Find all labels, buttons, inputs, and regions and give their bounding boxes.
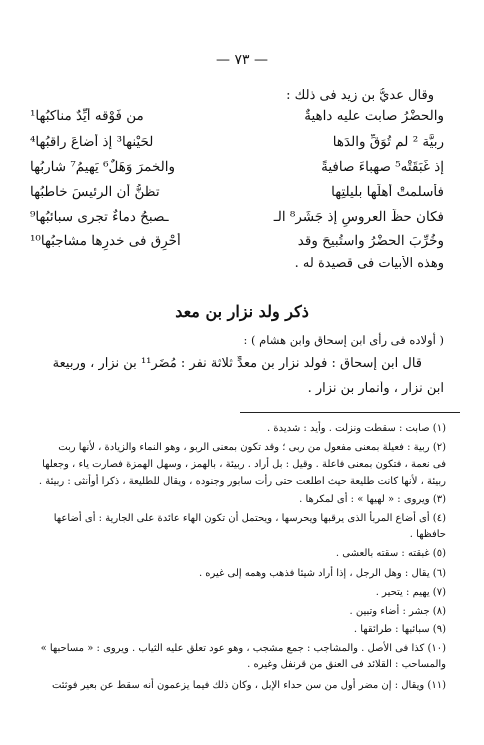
footnote-line: ربيئة ، لأنها كانت طليعة حيث اطلعت حتى رأت سابور وجنوده ، ويقال للطليعة ، ذكرا أوأنثى : ربيئة . bbox=[38, 476, 446, 487]
verse-first-hemistich: فكان حظَّ العروسِ إذ جَشَر⁸ الـ bbox=[273, 209, 444, 225]
page-number: — ٧٣ — bbox=[216, 52, 268, 68]
verse-line bbox=[30, 108, 444, 130]
verse-first-hemistich: وخُرِّبَ الحضْرُ واستُبيحَ وقد bbox=[297, 233, 444, 249]
footnote-line: (٣) ويروى : « لهيها » : أى لمكرها . bbox=[299, 494, 446, 505]
body-line: ابن نزار ، وأنمار بن نزار . bbox=[307, 381, 444, 396]
verse-line bbox=[30, 134, 444, 156]
verse-first-hemistich: والحضْرُ صابت عليه داهيةٌ bbox=[304, 108, 444, 124]
after-verses-line: وهذه الأبيات فى قصيدة له . bbox=[294, 256, 444, 271]
footnote-line: فى نعمة ، فتكون بمعنى فاعلة . وقيل : بل أراد . ربيئة ، بالهمز ، وسهل الهمزة فصارت ياء ، وجعلها bbox=[42, 459, 446, 470]
footnote-line: (١٠) كذا فى الأصل . والمشاجب : جمع مشجب ، وهو عود تعلق عليه الثياب . ويروى : « مساحبها » bbox=[40, 643, 446, 654]
verse-line bbox=[30, 233, 444, 255]
section-heading: ذكر ولد نزار بن معد bbox=[175, 302, 309, 321]
section-subheading: ( أولاده فى رأى ابن إسحاق وابن هشام ) : bbox=[243, 333, 444, 347]
verse-second-hemistich: أُحْرِق فى خدرِها مشاجبُها¹⁰ bbox=[30, 233, 181, 249]
footnote-line: (١) صابت : سقطت ونزلت . وأيد : شديدة . bbox=[266, 423, 446, 434]
footnote-line: حافظها . bbox=[409, 529, 446, 540]
verse-first-hemistich: إذ غَبَقَتْه⁵ صهباءَ صافيةً bbox=[321, 159, 444, 175]
verse-second-hemistich: لحَيْنها³ إذ أضاعَ راقبُها⁴ bbox=[30, 134, 154, 150]
verse-first-hemistich: فأسلمتْ أهلَها بليلتِها bbox=[331, 184, 444, 200]
verse-first-hemistich: ربيَّة ² لم تُوَقِّ والدَها bbox=[332, 134, 444, 150]
footnote-line: (٨) جشر : أضاء وتبين . bbox=[349, 606, 446, 617]
footnote-line: (٤) أى أضاع المربأ الذى يرقبها ويحرسها ، ويحتمل أن تكون الهاء عائدة على الجارية : أى أضاعها bbox=[53, 513, 446, 524]
footnote-line: (٢) ربية : فعيلة بمعنى مفعول من ربى ؛ وقد تكون بمعنى الربو ، وهو النماء والزيادة ، لأنها ربت bbox=[58, 442, 446, 453]
verse-line bbox=[30, 159, 444, 181]
footnote-line: (١١) ويقال : إن مضر أول من سن حداء الإبل ، وكان ذلك فيما يزعمون أنه سقط عن بعير فوثئت bbox=[51, 680, 446, 691]
footnote-separator bbox=[240, 412, 460, 413]
verse-second-hemistich: من فَوْقه أيِّدٌ مناكبُها¹ bbox=[30, 108, 144, 124]
verse-line bbox=[30, 209, 444, 231]
footnote-line: (٩) سبائبها : طرائقها . bbox=[353, 624, 446, 635]
intro-line: وقال عديُّ بن زيد فى ذلك : bbox=[286, 88, 434, 103]
verse-second-hemistich: ـصبحُ دماءٌ تجرى سبائبُها⁹ bbox=[30, 209, 169, 225]
footnote-line: (٥) غبقته : سقته بالعشى . bbox=[335, 548, 446, 559]
verse-line bbox=[30, 184, 444, 206]
footnote-line: والمساحب : القلائد فى العنق من قرنفل وغيره . bbox=[247, 659, 446, 670]
footnote-line: (٧) يهيم : يتحير . bbox=[375, 587, 446, 598]
verse-second-hemistich: والخمرَ وَهَلٌ⁶ يَهيمُ⁷ شاربُها bbox=[30, 159, 176, 175]
footnote-line: (٦) يقال : وهل الرجل ، إذا أراد شيئا فذهب وهمه إلى غيره . bbox=[198, 568, 446, 579]
body-line: قال ابن إسحاق : فولد نزار بن معدٍّ ثلاثة نفر : مُضَر¹¹ بن نزار ، وربيعة bbox=[52, 356, 422, 371]
verse-second-hemistich: تظنُّ أن الرئيسَ خاطبُها bbox=[30, 184, 160, 200]
